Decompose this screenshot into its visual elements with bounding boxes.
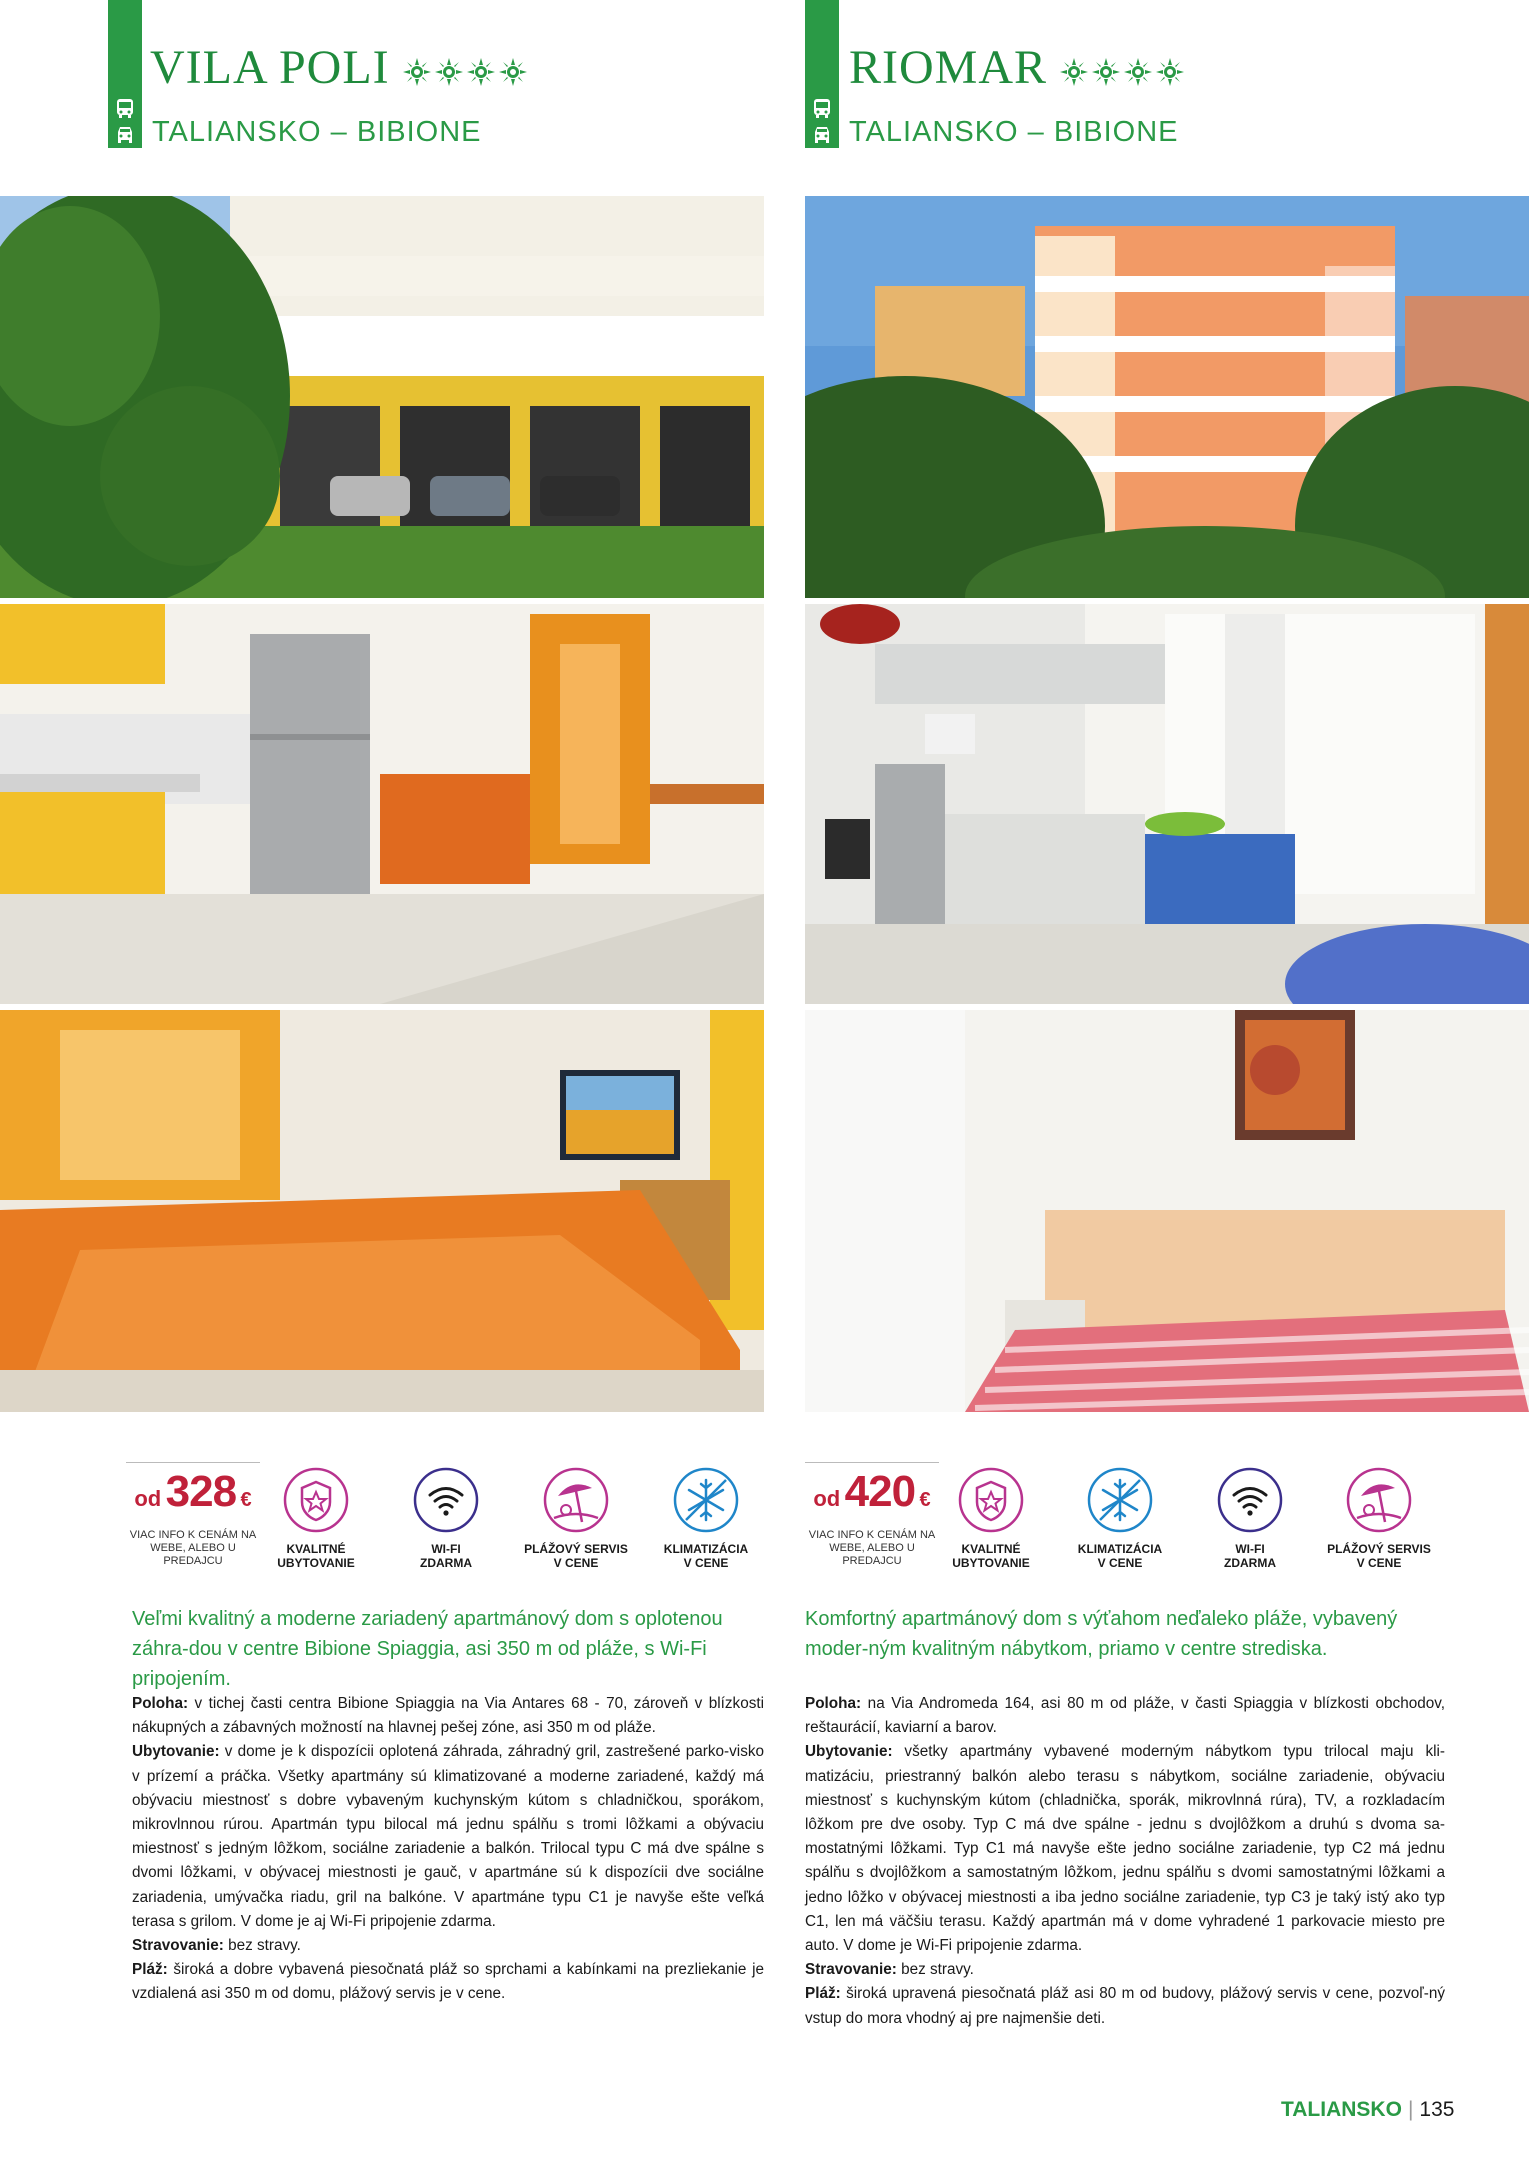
intro-text: Veľmi kvalitný a moderne zariadený apartmánový dom s oplotenou záhra-dou v centre Bibione Spiaggia, asi 350 m od pláže, s Wi-Fi pripojením. [132,1608,723,1690]
details-text [805,1692,1445,2031]
hotel-location: TALIANSKO – BIBIONE [152,116,482,148]
intro-text: Komfortný apartmánový dom s výťahom neďaleko pláže, vybavený moder-ným kvalitným nábytkom, priamo v centre strediska. [805,1608,1398,1660]
car-icon [113,122,137,146]
footer-separator: | [1407,2098,1414,2121]
price-prefix: od [134,1486,162,1511]
snowflake-icon [672,1466,740,1534]
price-value: 420 [844,1467,916,1516]
car-icon [810,122,834,146]
hotel-location: TALIANSKO – BIBIONE [849,116,1179,148]
wifi-icon [412,1466,480,1534]
hotel-name: RIOMAR [849,40,1187,99]
feature-beach-service [1319,1466,1439,1570]
price-currency: € [919,1489,931,1511]
feature-label: WI-FI ZDARMA [1224,1542,1276,1570]
price-note: VIAC INFO K CENÁM NA WEBE, ALEBO U PREDAJCU [129,1529,257,1567]
wifi-icon [1216,1466,1284,1534]
feature-label: KLIMATIZÁCIA V CENE [663,1542,749,1570]
sun-star-icon [1155,57,1185,87]
feature-wifi [386,1466,506,1570]
feature-beach-service [516,1466,636,1570]
bus-icon [113,96,137,120]
photo-kitchen-living-room [805,604,1529,1004]
price-value: 328 [165,1467,237,1516]
feature-label: PLÁŽOVÝ SERVIS V CENE [524,1542,628,1570]
photo-kitchen-living-room [0,604,764,1004]
page-number: 135 [1419,2098,1455,2121]
hotel-column-vila-poli [0,0,764,2160]
sun-star-icon [402,57,432,87]
price-block [805,1462,939,1568]
beach-umbrella-icon [542,1466,610,1534]
hotel-column-riomar [805,0,1529,2160]
feature-label: KVALITNÉ UBYTOVANIE [952,1542,1030,1570]
detail-accommodation: Ubytovanie: v dome je k dispozícii oplotená záhrada, záhradný gril, zastrešené parko-visko v prízemí a práčka. Všetky apartmány sú klimatizované a moderne zariadené, každý má obývaciu miestnosť s dobre vybaveným kuchynským kútom s chladničkou, sporákom, mikrovlnnou rúrou. Apartmán typu bilocal má jednu spálňu s tromi lôžkami a obývaciu miestnosť s jedným lôžkom, sociálne zariadenie a balkón. Trilocal typu C má dve spálne s dvomi lôžkami, v obývacej miestnosti je gauč, v apartmáne sú k dispozícii dve sociálne zariadenia, umývačka riadu, gril na balkóne. V apartmáne typu C1 je navyše ešte veľká terasa s grilom. V dome je aj Wi-Fi pripojenie zdarma. [132,1743,764,1930]
price-currency: € [240,1489,252,1511]
sun-star-icon [1059,57,1089,87]
beach-umbrella-icon [1345,1466,1413,1534]
feature-label: KLIMATIZÁCIA V CENE [1077,1542,1163,1570]
feature-wifi [1190,1466,1310,1570]
price-block [126,1462,260,1568]
page-footer [1281,2098,1454,2122]
bus-icon [810,96,834,120]
detail-location: Poloha: v tichej časti centra Bibione Spiaggia na Via Antares 68 - 70, zároveň v blízkosti nákupných a zábavných možností na hlavnej pešej zóne, asi 350 m od pláže. [132,1695,764,1737]
feature-air-conditioning [1060,1466,1180,1570]
feature-quality-accommodation [256,1466,376,1570]
price [805,1462,939,1517]
sun-star-icon [1091,57,1121,87]
detail-accommodation: Ubytovanie: všetky apartmány vybavené moderným nábytkom typu trilocal maju kli-matizáciu, priestranný balkón alebo terasu s nábytkom, sociálne zariadenie, obývaciu miestnosť s kuchynským kútom (chladnička, sporák, mikrovlnná rúra), TV, a rozkladacím lôžkom pre dve osoby. Typ C má dve spálne - jednu s dvojlôžkom a druhú s dvoma sa-mostatnými lôžkami. Typ C1 má navyše ešte jedno sociálne zariadenie, typ C2 má jednu spálňu s dvojlôžkom a samostatným lôžkom, jednu spálňu s dvomi samostatnými lôžkami a jedno lôžko v obývacej miestnosti a iba jedno sociálne zariadenie, typ C3 je taký istý ako typ C1, len má väčšiu terasu. Každý apartmán má v dome vyhradené 1 parkovacie miesto pre auto. V dome je Wi-Fi pripojenie zdarma. [805,1743,1445,1955]
category-tab [108,0,142,148]
detail-meals: Stravovanie: bez stravy. [805,1961,974,1979]
price [126,1462,260,1517]
feature-quality-accommodation [931,1466,1051,1570]
sun-star-icon [466,57,496,87]
details-text [132,1692,764,2007]
detail-beach: Pláž: široká upravená piesočnatá pláž asi 80 m od budovy, plážový servis v cene, pozvoľ-ný vstup do mora vhodný aj pre najmenšie deti. [805,1985,1445,2027]
hotel-name: VILA POLI [150,40,530,99]
price-prefix: od [813,1486,841,1511]
detail-meals: Stravovanie: bez stravy. [132,1937,301,1955]
price-note: VIAC INFO K CENÁM NA WEBE, ALEBO U PREDAJCU [808,1529,936,1567]
photo-building-exterior [805,196,1529,598]
photo-bedroom [805,1010,1529,1412]
star-shield-icon [282,1466,350,1534]
feature-label: KVALITNÉ UBYTOVANIE [277,1542,355,1570]
detail-location: Poloha: na Via Andromeda 164, asi 80 m od pláže, v časti Spiaggia v blízkosti obchodov, reštaurácií, kaviarní a barov. [805,1695,1445,1737]
sun-star-icon [1123,57,1153,87]
snowflake-icon [1086,1466,1154,1534]
star-rating [402,44,530,99]
star-shield-icon [957,1466,1025,1534]
feature-air-conditioning [646,1466,766,1570]
detail-beach: Pláž: široká a dobre vybavená piesočnatá pláž so sprchami a kabínkami na prezliekanie je vzdialená asi 350 m od domu, plážový servis je v cene. [132,1961,764,2003]
category-tab [805,0,839,148]
photo-bedroom [0,1010,764,1412]
sun-star-icon [434,57,464,87]
photo-building-exterior [0,196,764,598]
footer-country: TALIANSKO [1281,2098,1402,2121]
sun-star-icon [498,57,528,87]
star-rating [1059,44,1187,99]
feature-label: PLÁŽOVÝ SERVIS V CENE [1327,1542,1431,1570]
feature-label: WI-FI ZDARMA [420,1542,472,1570]
